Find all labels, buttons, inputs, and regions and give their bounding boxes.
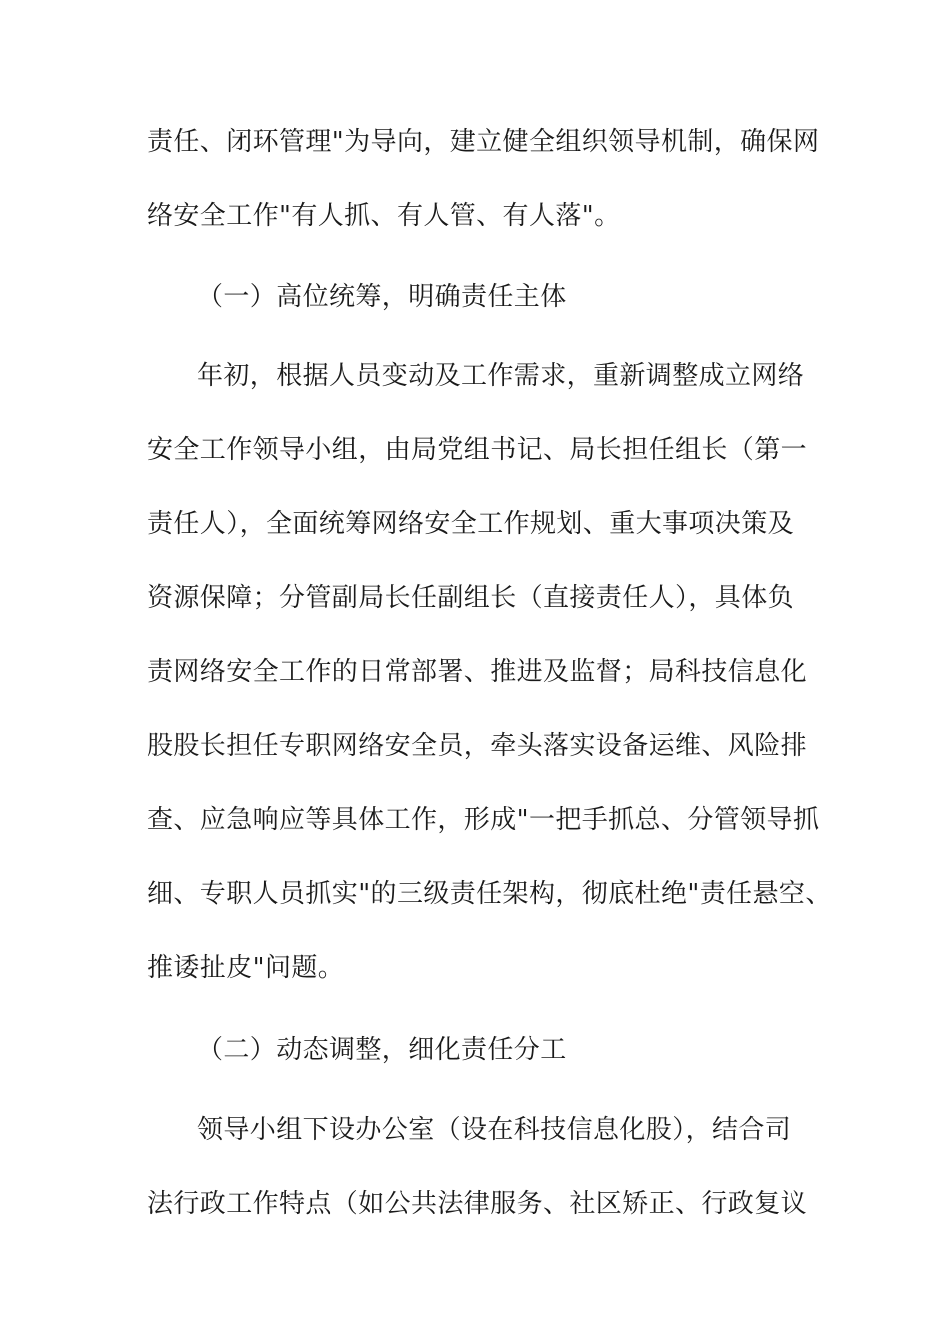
section-heading-2: （二）动态调整，细化责任分工 <box>197 1035 567 1065</box>
body-text-line: 股股长担任专职网络安全员，牵头落实设备运维、风险排 <box>147 731 808 761</box>
section-heading-1: （一）高位统筹，明确责任主体 <box>197 282 567 312</box>
paragraph-first-line: 年初，根据人员变动及工作需求，重新调整成立网络 <box>197 361 805 391</box>
body-text-line: 细、专职人员抓实"的三级责任架构，彻底杜绝"责任悬空、 <box>147 879 832 909</box>
body-text-line: 法行政工作特点（如公共法律服务、社区矫正、行政复议 <box>147 1189 808 1219</box>
body-text-line: 推诿扯皮"问题。 <box>147 953 345 983</box>
body-text-line: 络安全工作"有人抓、有人管、有人落"。 <box>147 201 621 231</box>
paragraph-first-line: 领导小组下设办公室（设在科技信息化股），结合司 <box>197 1115 792 1145</box>
body-text-line: 资源保障；分管副局长任副组长（直接责任人），具体负 <box>147 583 795 613</box>
body-text-line: 查、应急响应等具体工作，形成"一把手抓总、分管领导抓 <box>147 805 820 835</box>
body-text-line: 责任、闭环管理"为导向，建立健全组织领导机制，确保网 <box>147 127 820 157</box>
body-text-line: 责网络安全工作的日常部署、推进及监督；局科技信息化 <box>147 657 808 687</box>
body-text-line: 责任人），全面统筹网络安全工作规划、重大事项决策及 <box>147 509 795 539</box>
body-text-line: 安全工作领导小组，由局党组书记、局长担任组长（第一 <box>147 435 808 465</box>
